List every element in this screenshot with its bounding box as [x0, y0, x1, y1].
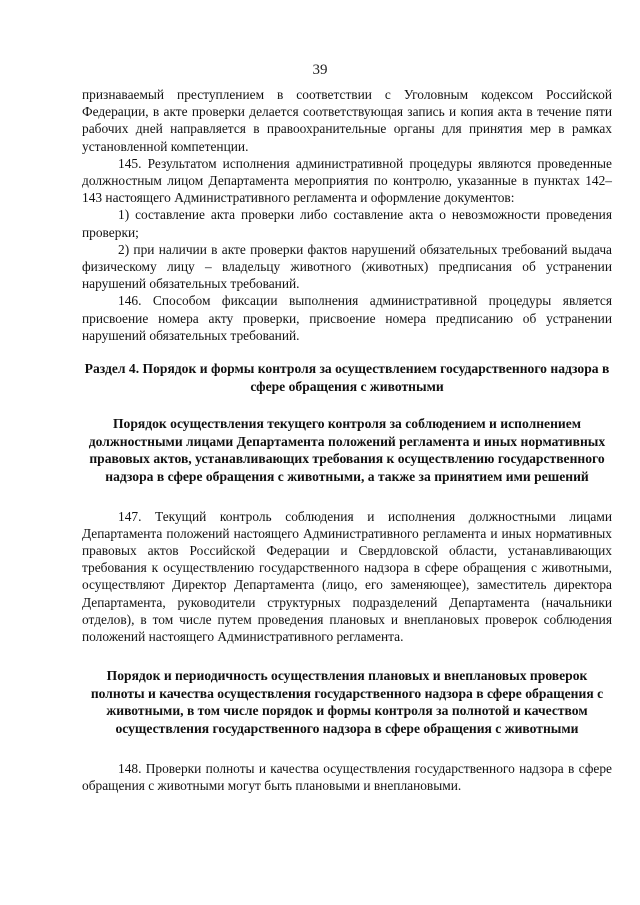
- list-item-2: 2) при наличии в акте проверки фактов нарушений обязательных требований выдача физическому лицу – владельцу животного (животных) предписания об устранении нарушений обязательных требований.: [82, 241, 612, 292]
- page-number: 39: [312, 62, 328, 78]
- paragraph-145: 145. Результатом исполнения административной процедуры являются проведенные должностным лицом Департамента мероприятия по контролю, указанные в пунктах 142–143 настоящего Административного регламента и оформление документов:: [82, 155, 612, 206]
- paragraph-continuation: признаваемый преступлением в соответствии с Уголовным кодексом Российской Федерации, в акте проверки делается соответствующая запись и копия акта в течение пяти рабочих дней направляется в правоохранительные органы для принятия мер в рамках установленной компетенции.: [82, 87, 612, 154]
- paragraph-148: 148. Проверки полноты и качества осуществления государственного надзора в сфере обращения с животными могут быть плановыми и внеплановыми.: [82, 760, 612, 793]
- subsection-title-current-control: Порядок осуществления текущего контроля за соблюдением и исполнением должностными лицами Департамента положений регламента и иных нормативных правовых актов, устанавливающих требования к осуществлению государственного надзора в сфере обращения с животными, а также за принятием ими решений: [88, 416, 606, 485]
- section-4-title: Раздел 4. Порядок и формы контроля за осуществлением государственного надзора в сфере обращения с животными: [84, 361, 610, 394]
- paragraph-147: 147. Текущий контроль соблюдения и исполнения должностными лицами Департамента положений настоящего Административного регламента и иных нормативных правовых актов Российской Федерации и Свердловской области, устанавливающих требования к осуществлению государственного надзора в сфере обращения с животными, осуществляют Директор Департамента (лицо, его заменяющее), заместитель директора Департамента, руководители структурных подразделений Департамента (начальники отделов), в том числе путем проведения плановых и внеплановых проверок соблюдения положений настоящего Административного регламента.: [82, 508, 612, 645]
- list-item-1: 1) составление акта проверки либо составление акта о невозможности проведения проверки;: [82, 207, 612, 240]
- subsection-title-inspections: Порядок и периодичность осуществления плановых и внеплановых проверок полноты и качества осуществления государственного надзора в сфере обращения с животными, в том числе порядок и формы контроля за полнотой и качеством осуществления государственного надзора в сфере обращения с животными: [90, 668, 604, 737]
- page-body: [82, 86, 612, 794]
- paragraph-146: 146. Способом фиксации выполнения административной процедуры является присвоение номера акту проверки, присвоение номера предписанию об устранении нарушений обязательных требований.: [82, 293, 612, 343]
